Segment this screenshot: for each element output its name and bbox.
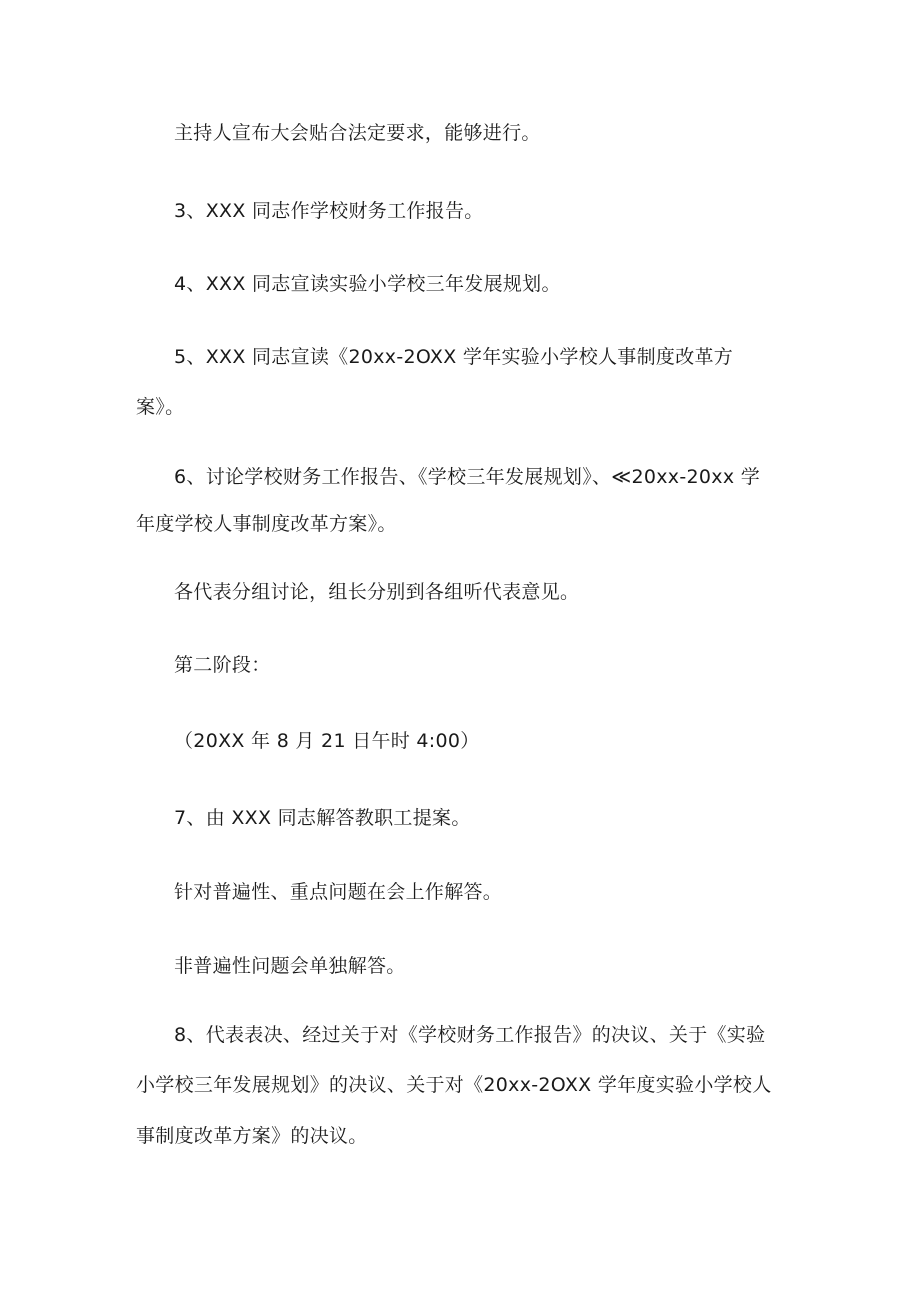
paragraph-item-7: 7、由 XXX 同志解答教职工提案。: [174, 807, 471, 829]
paragraph-host-announcement: 主持人宣布大会贴合法定要求，能够进行。: [174, 122, 541, 144]
paragraph-common-issues: 针对普遍性、重点问题在会上作解答。: [174, 881, 503, 903]
paragraph-item-8-line-3: 事制度改革方案》的决议。: [136, 1125, 368, 1147]
paragraph-item-8-line-2: 小学校三年发展规划》的决议、关于对《20xx-2OXX 学年度实验小学校人: [136, 1074, 772, 1096]
paragraph-item-3: 3、XXX 同志作学校财务工作报告。: [174, 200, 484, 222]
paragraph-item-8-line-1: 8、代表表决、经过关于对《学校财务工作报告》的决议、关于《实验: [174, 1024, 766, 1046]
section-heading-stage-two: 第二阶段：: [174, 654, 271, 676]
paragraph-item-6-line-2: 年度学校人事制度改革方案》。: [136, 513, 397, 535]
paragraph-item-6-line-1: 6、讨论学校财务工作报告、《学校三年发展规划》、≪20xx-20xx 学: [174, 466, 761, 488]
paragraph-stage-two-time: （20XX 年 8 月 21 日午时 4:00）: [174, 730, 480, 752]
paragraph-item-5-line-1: 5、XXX 同志宣读《20xx-2OXX 学年实验小学校人事制度改革方: [174, 346, 734, 368]
paragraph-item-5-line-2: 案》。: [136, 396, 185, 418]
paragraph-item-4: 4、XXX 同志宣读实验小学校三年发展规划。: [174, 273, 561, 295]
paragraph-individual-issues: 非普遍性问题会单独解答。: [174, 955, 406, 977]
paragraph-group-discussion: 各代表分组讨论，组长分别到各组听代表意见。: [174, 581, 580, 603]
